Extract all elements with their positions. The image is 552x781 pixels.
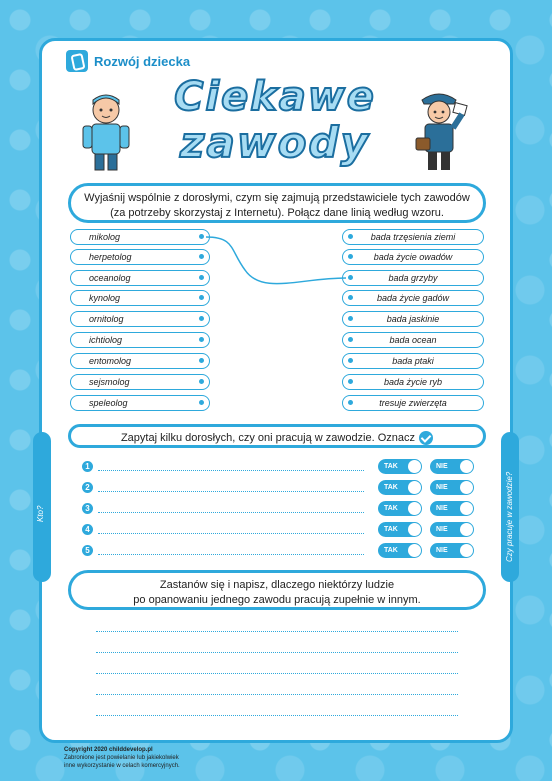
task2-instruction-text: Zapytaj kilku dorosłych, czy oni pracują w zawodzie. Oznacz [120,431,416,444]
description-pill[interactable] [342,395,484,411]
connector-dot [348,254,353,259]
copyright-notice-line: Zabronione jest powielanie lub jakiekolwiek [64,754,179,761]
description-pill[interactable] [342,311,484,327]
description-pill[interactable] [342,374,484,390]
yes-toggle[interactable]: TAK [378,480,422,495]
connector-dot [348,295,353,300]
profession-pill[interactable] [70,249,210,265]
profession-label: speleolog [89,398,128,408]
description-label: bada życie gadów [376,293,450,303]
answer-write-line[interactable] [96,631,458,632]
page-title-line2: zawody [180,118,370,167]
profession-label: ornitolog [89,314,124,324]
postman-illustration-icon [408,84,470,174]
no-toggle[interactable]: NIE [430,459,474,474]
connector-dot [199,337,204,342]
profession-pill[interactable] [70,229,210,245]
row-number: 3 [82,503,93,514]
copyright-line: Copyright 2020 childdevelop.pl [64,747,153,753]
connector-dot [348,337,353,342]
profession-label: ichtiolog [89,335,123,345]
description-label: bada życie owadów [373,252,453,262]
profession-pill[interactable] [70,353,210,369]
logo-icon [66,50,88,72]
answer-write-line[interactable] [96,673,458,674]
yes-toggle[interactable]: TAK [378,543,422,558]
yes-toggle[interactable]: TAK [378,501,422,516]
task2-instruction [68,424,486,448]
connector-dot [348,316,353,321]
profession-label: mikolog [89,232,121,242]
connector-dot [199,275,204,280]
profession-pill[interactable] [70,374,210,390]
description-pill[interactable] [342,229,484,245]
connector-dot [199,254,204,259]
side-tab-works-label: Czy pracuje w zawodzie? [505,471,514,562]
connector-dot [199,358,204,363]
yes-toggle[interactable]: TAK [378,459,422,474]
task1-instruction-line2: (za potrzeby skorzystaj z Internetu). Połącz dane linią według wzoru. [110,206,444,219]
logo [66,50,190,72]
profession-pill[interactable] [70,332,210,348]
description-pill[interactable] [342,270,484,286]
task3-instruction-line2: po opanowaniu jednego zawodu pracują zupełnie w innym. [133,593,421,606]
connector-dot [348,275,353,280]
no-toggle[interactable]: NIE [430,480,474,495]
answer-write-line[interactable] [96,694,458,695]
check-icon [419,431,433,445]
name-write-line[interactable] [98,491,364,492]
description-pill[interactable] [342,249,484,265]
copyright-footer [64,747,180,770]
description-label: bada grzyby [388,273,438,283]
no-toggle[interactable]: NIE [430,522,474,537]
connector-dot [348,234,353,239]
connector-dot [199,400,204,405]
connector-dot [348,379,353,384]
description-label: bada jaskinie [386,314,440,324]
profession-pill[interactable] [70,395,210,411]
description-pill[interactable] [342,353,484,369]
row-number: 2 [82,482,93,493]
side-tab-who-label: Kto? [36,505,45,522]
task1-instruction-line1: Wyjaśnij wspólnie z dorosłymi, czym się zajmują przedstawiciele tych zawodów [84,192,470,204]
page-title-line1: Ciekawe [174,74,376,120]
answer-write-line[interactable] [96,715,458,716]
description-label: tresuje zwierzęta [379,398,447,408]
task3-instruction-line1: Zastanów się i napisz, dlaczego niektórzy ludzie [159,579,395,591]
copyright-notice-line: inne wykorzystanie w celach komercyjnych. [64,762,180,769]
description-label: bada trzęsienia ziemi [370,232,456,242]
row-number: 4 [82,524,93,535]
row-number: 5 [82,545,93,556]
task1-instruction [68,183,486,223]
description-label: bada ocean [389,335,437,345]
side-tab-who [33,432,51,582]
no-toggle[interactable]: NIE [430,501,474,516]
profession-label: oceanolog [89,273,131,283]
connector-dot [199,234,204,239]
profession-label: herpetolog [89,252,132,262]
profession-pill[interactable] [70,290,210,306]
profession-pill[interactable] [70,270,210,286]
answer-write-line[interactable] [96,652,458,653]
yes-toggle[interactable]: TAK [378,522,422,537]
task3-instruction [68,570,486,610]
connector-dot [348,358,353,363]
logo-text: Rozwój dziecka [94,53,191,69]
name-write-line[interactable] [98,512,364,513]
description-pill[interactable] [342,290,484,306]
row-number: 1 [82,461,93,472]
profession-label: kynolog [89,293,121,303]
description-pill[interactable] [342,332,484,348]
description-label: bada ptaki [392,356,434,366]
name-write-line[interactable] [98,554,364,555]
profession-label: sejsmolog [89,377,130,387]
name-write-line[interactable] [98,533,364,534]
connector-dot [348,400,353,405]
profession-label: entomolog [89,356,132,366]
name-write-line[interactable] [98,470,364,471]
connector-dot [199,379,204,384]
profession-pill[interactable] [70,311,210,327]
no-toggle[interactable]: NIE [430,543,474,558]
description-label: bada życie ryb [383,377,443,387]
connector-dot [199,295,204,300]
connector-dot [199,316,204,321]
doctor-illustration-icon [78,90,134,174]
side-tab-works-in-profession [501,432,519,582]
